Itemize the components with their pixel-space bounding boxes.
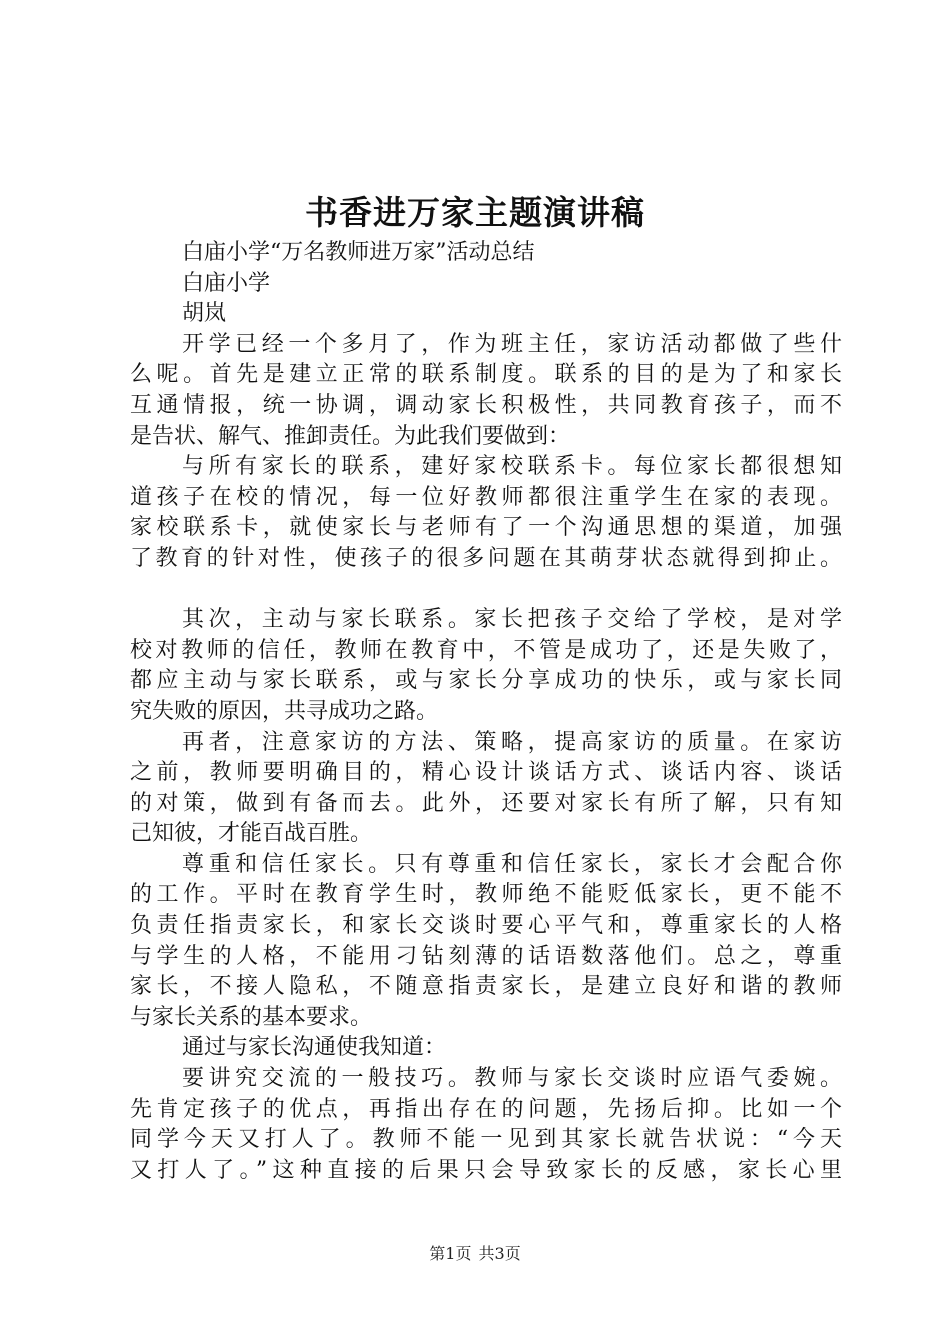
body-line: 的工作。平时在教育学生时，教师绝不能贬低家长，更不能不 <box>130 882 842 908</box>
body-line: 家长，不接人隐私，不随意指责家长，是建立良好和谐的教师 <box>130 974 842 1000</box>
body-line: 胡岚 <box>182 301 227 327</box>
body-line: 究失败的原因，共寻成功之路。 <box>130 698 439 724</box>
body-line: 开学已经一个多月了，作为班主任，家访活动都做了些什 <box>182 331 842 357</box>
body-line: 又打人了。”这种直接的后果只会导致家长的反感，家长心里 <box>130 1157 842 1183</box>
body-line: 同学今天又打人了。教师不能一见到其家长就告状说：“今天 <box>130 1127 842 1153</box>
body-line: 校对教师的信任，教师在教育中，不管是成功了，还是失败了， <box>130 637 842 663</box>
body-line: 的对策，做到有备而去。此外，还要对家长有所了解，只有知 <box>130 790 842 816</box>
body-line: 要讲究交流的一般技巧。教师与家长交谈时应语气委婉。 <box>182 1066 842 1092</box>
body-line: 互通情报，统一协调，调动家长积极性，共同教育孩子，而不 <box>130 392 842 418</box>
body-line: 了教育的针对性，使孩子的很多问题在其萌芽状态就得到抑止。 <box>130 545 842 571</box>
body-line: 负责任指责家长，和家长交谈时要心平气和，尊重家长的人格 <box>130 913 842 939</box>
document-body <box>130 238 842 1186</box>
body-line: 家校联系卡，就使家长与老师有了一个沟通思想的渠道，加强 <box>130 515 842 541</box>
body-line: 都应主动与家长联系，或与家长分享成功的快乐，或与家长同 <box>130 668 842 694</box>
page-total: 共3页 <box>478 1244 521 1263</box>
body-line: 通过与家长沟通使我知道： <box>182 1035 447 1061</box>
body-line: 么呢。首先是建立正常的联系制度。联系的目的是为了和家长 <box>130 362 842 388</box>
body-line: 与所有家长的联系，建好家校联系卡。每位家长都很想知 <box>182 454 842 480</box>
body-line: 己知彼，才能百战百胜。 <box>130 821 373 847</box>
body-line: 先肯定孩子的优点，再指出存在的问题，先扬后抑。比如一个 <box>130 1096 842 1122</box>
body-line: 再者，注意家访的方法、策略，提高家访的质量。在家访 <box>182 729 842 755</box>
page-number: 第1页 <box>429 1244 472 1263</box>
body-line: 尊重和信任家长。只有尊重和信任家长，家长才会配合你 <box>182 851 842 877</box>
blank-line <box>130 575 842 606</box>
body-line: 之前，教师要明确目的，精心设计谈话方式、谈话内容、谈话 <box>130 760 842 786</box>
body-line: 是告状、解气、推卸责任。为此我们要做到： <box>130 423 571 449</box>
body-line: 其次，主动与家长联系。家长把孩子交给了学校，是对学 <box>182 607 842 633</box>
body-line: 与家长关系的基本要求。 <box>130 1004 373 1030</box>
body-line: 白庙小学 <box>182 270 271 296</box>
body-line: 与学生的人格，不能用刁钻刻薄的话语数落他们。总之，尊重 <box>130 943 842 969</box>
document-title: 书香进万家主题演讲稿 <box>305 193 645 232</box>
body-line: 道孩子在校的情况，每一位好教师都很注重学生在家的表现。 <box>130 484 842 510</box>
page-footer <box>0 1241 950 1264</box>
body-line: 白庙小学“万名教师进万家”活动总结 <box>182 240 535 265</box>
